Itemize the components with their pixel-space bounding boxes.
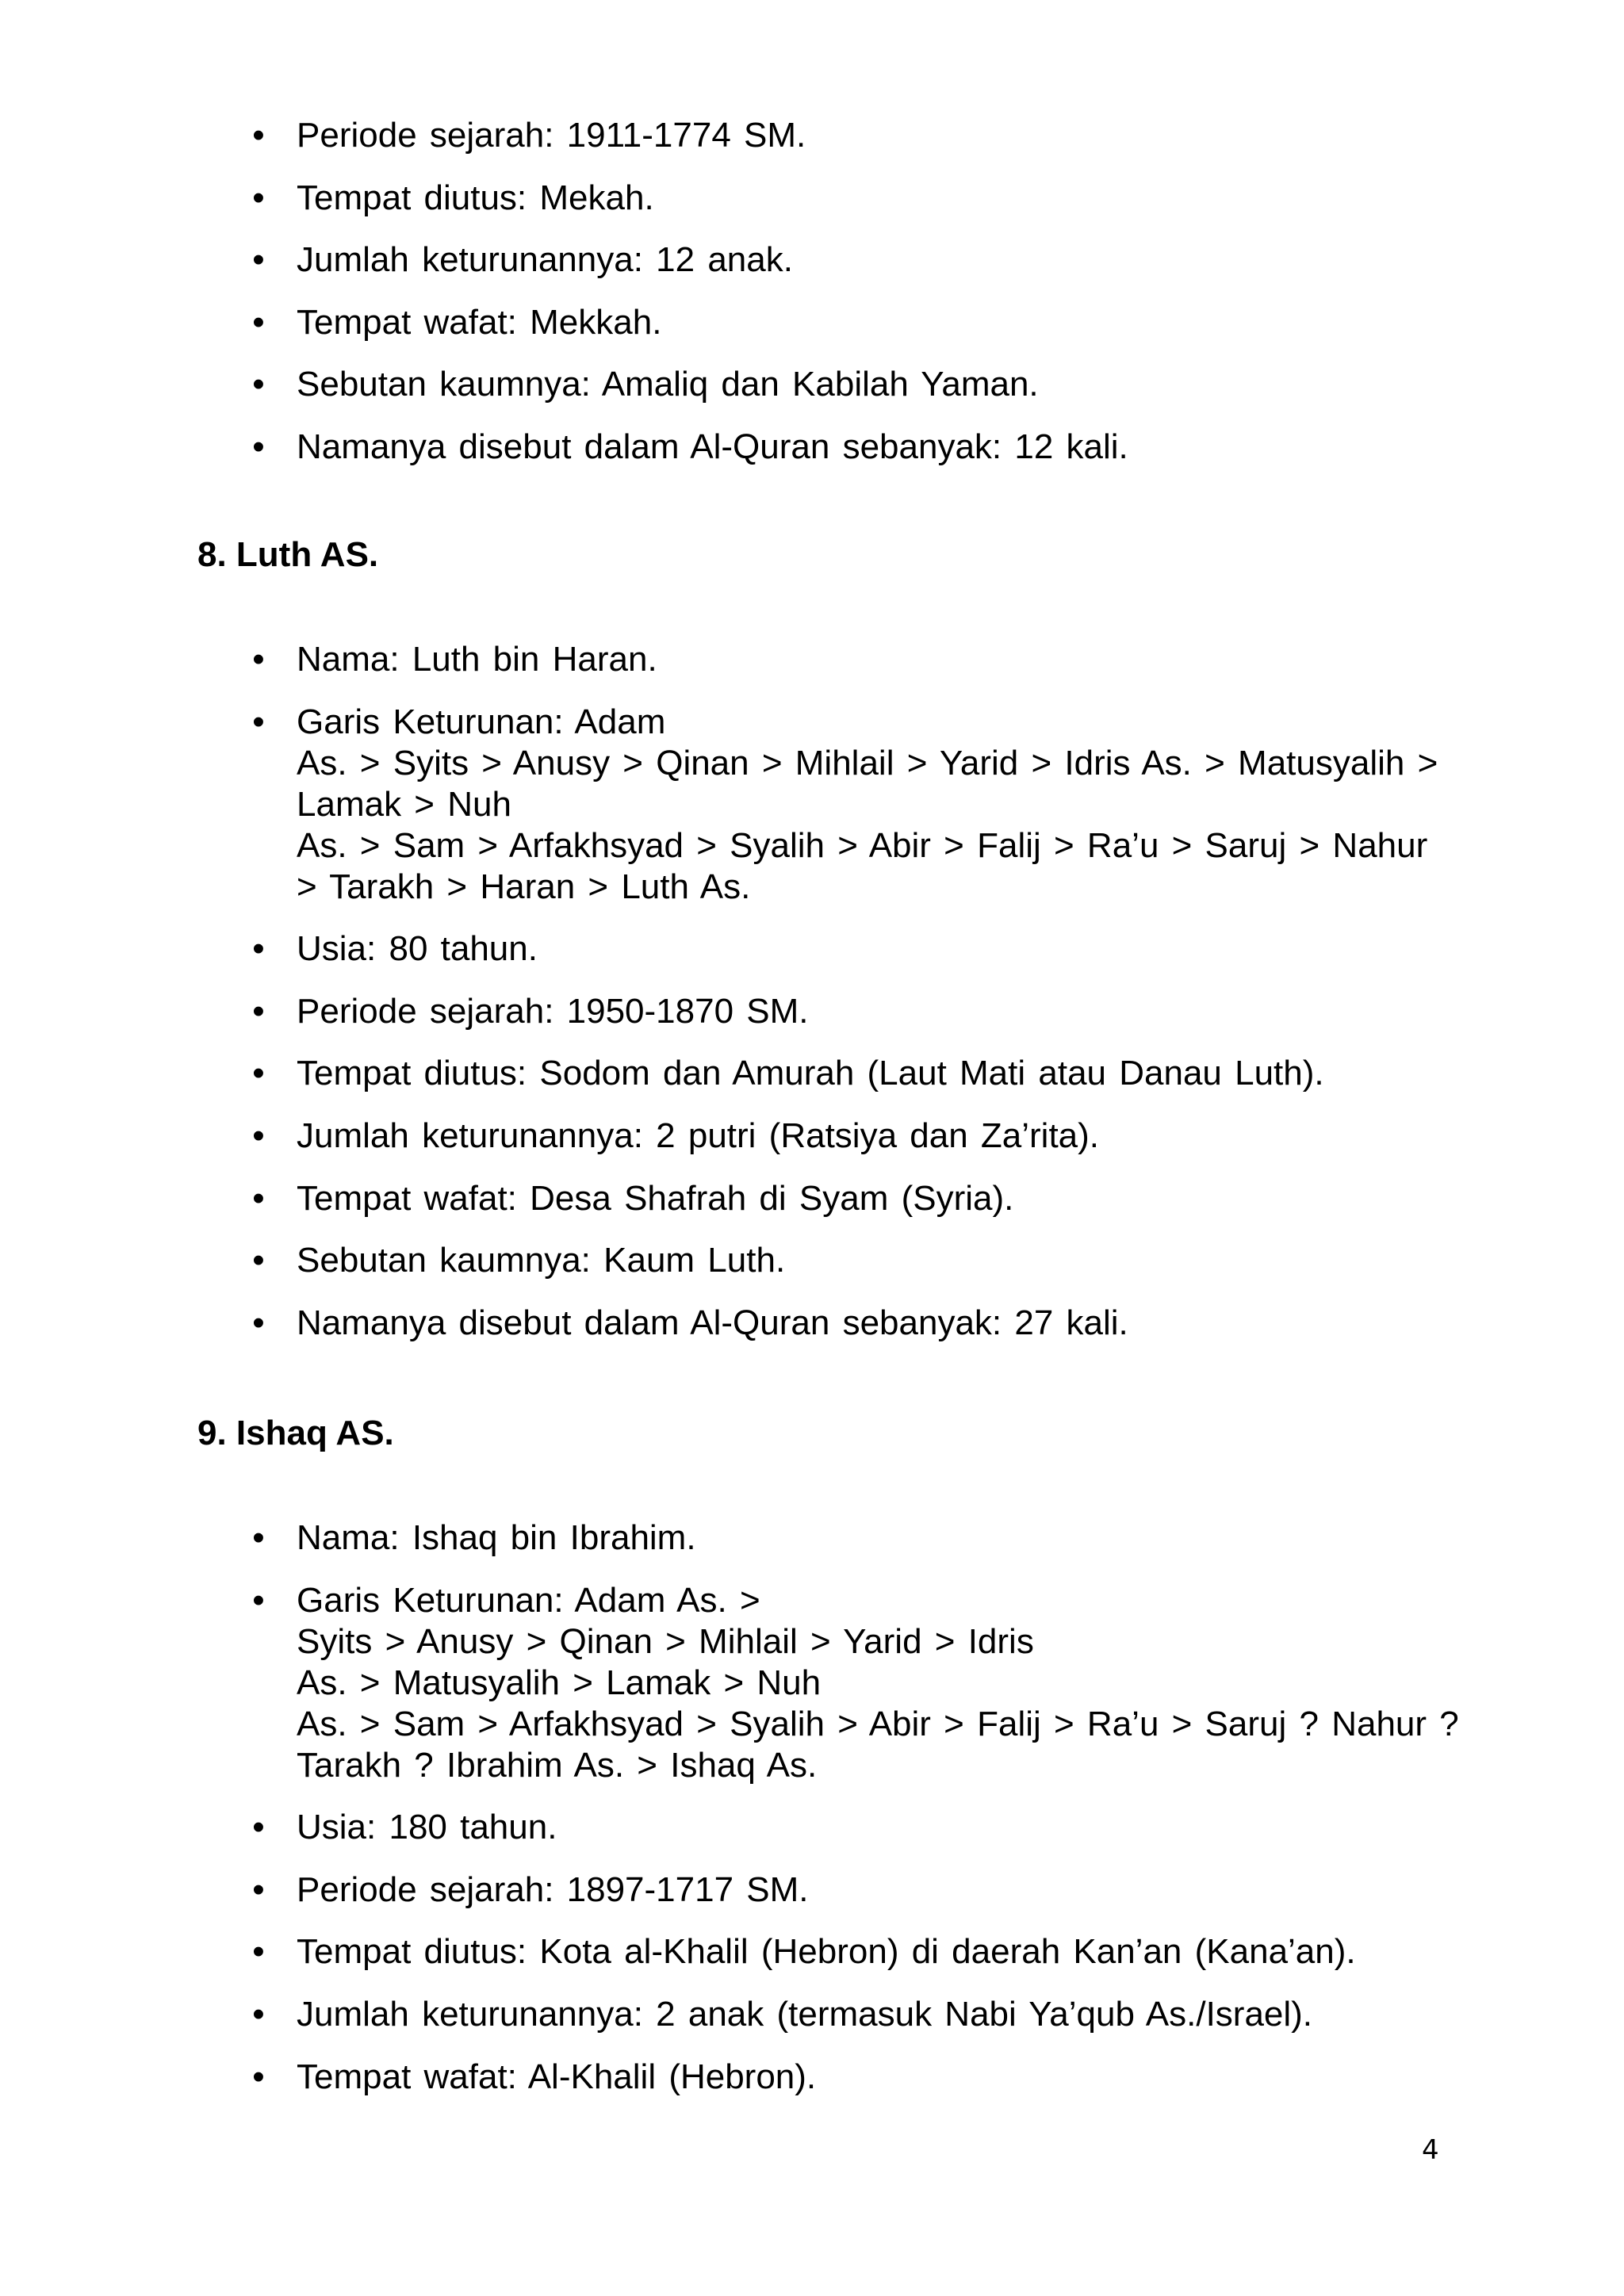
- bullet-dot-icon: •: [252, 702, 265, 741]
- bullet-dot-icon: •: [252, 302, 265, 342]
- bullet-dot-icon: •: [252, 991, 265, 1031]
- list-item: [0, 1517, 1454, 1559]
- list-item-text: Tempat diutus: Sodom dan Amurah (Laut Mati atau Danau Luth).: [297, 1054, 1324, 1093]
- bullet-dot-icon: •: [252, 1994, 265, 2034]
- bullet-dot-icon: •: [252, 1054, 265, 1093]
- list-item-text: Tempat wafat: Desa Shafrah di Syam (Syria).: [297, 1178, 1014, 1218]
- bullet-list: [0, 115, 1624, 468]
- list-item-text: Periode sejarah: 1911-1774 SM.: [297, 116, 806, 155]
- list-item-text: Periode sejarah: 1950-1870 SM.: [297, 991, 809, 1031]
- list-item-text: Jumlah keturunannya: 2 putri (Ratsiya dan Za’rita).: [297, 1115, 1100, 1155]
- list-item-text: Tempat wafat: Al-Khalil (Hebron).: [297, 2057, 817, 2096]
- list-item: [0, 1053, 1454, 1094]
- list-item-text: Jumlah keturunannya: 12 anak.: [297, 240, 793, 280]
- bullet-dot-icon: •: [252, 1580, 265, 1620]
- list-item: [0, 1994, 1454, 2035]
- section-top: [0, 115, 1624, 489]
- bullet-dot-icon: •: [252, 1932, 265, 1972]
- section-luth: [0, 639, 1624, 1364]
- list-item-text: As. > Syits > Anusy > Qinan > Mihlail > Yarid > Idris As. > Matusyalih >: [297, 743, 1438, 783]
- list-item-text: Periode sejarah: 1897-1717 SM.: [297, 1869, 809, 1909]
- list-item: [0, 302, 1454, 343]
- list-item-text: Nama: Ishaq bin Ibrahim.: [297, 1518, 696, 1557]
- bullet-dot-icon: •: [252, 365, 265, 404]
- list-item-text: Namanya disebut dalam Al-Quran sebanyak: 12 kali.: [297, 427, 1128, 466]
- bullet-dot-icon: •: [252, 178, 265, 217]
- bullet-dot-icon: •: [252, 1241, 265, 1280]
- list-item-text: Syits > Anusy > Qinan > Mihlail > Yarid > Idris: [297, 1621, 1034, 1661]
- list-item: [0, 1178, 1454, 1219]
- list-item-text: Tempat diutus: Kota al-Khalil (Hebron) di daerah Kan’an (Kana’an).: [297, 1932, 1356, 1972]
- list-item-text: Sebutan kaumnya: Kaum Luth.: [297, 1241, 786, 1280]
- list-item: [0, 239, 1454, 281]
- bullet-dot-icon: •: [252, 1303, 265, 1342]
- bullet-dot-icon: •: [252, 427, 265, 466]
- section-ishaq: [0, 1517, 1624, 2118]
- list-item: [0, 991, 1454, 1032]
- bullet-dot-icon: •: [252, 1808, 265, 1847]
- bullet-dot-icon: •: [252, 1178, 265, 1218]
- bullet-list: [0, 1517, 1624, 2098]
- list-item-text: Tempat diutus: Mekah.: [297, 178, 654, 217]
- list-item-text: > Tarakh > Haran > Luth As.: [297, 867, 751, 906]
- list-item: [0, 115, 1454, 156]
- list-item-text: As. > Sam > Arfakhsyad > Syalih > Abir > Falij > Ra’u > Saruj > Nahur: [297, 825, 1428, 865]
- list-item-text: Nama: Luth bin Haran.: [297, 640, 657, 679]
- list-item-text: Usia: 180 tahun.: [297, 1808, 557, 1847]
- list-item-text: Sebutan kaumnya: Amaliq dan Kabilah Yaman.: [297, 365, 1039, 404]
- bullet-dot-icon: •: [252, 240, 265, 280]
- list-item: [0, 1931, 1454, 1973]
- list-item-text: Namanya disebut dalam Al-Quran sebanyak: 27 kali.: [297, 1303, 1128, 1342]
- list-item: [0, 1580, 1459, 1786]
- list-item: [0, 1240, 1454, 1281]
- list-item: [0, 2057, 1454, 2098]
- list-item: [0, 639, 1454, 680]
- bullet-dot-icon: •: [252, 1869, 265, 1909]
- bullet-dot-icon: •: [252, 1115, 265, 1155]
- list-item-text: As. > Matusyalih > Lamak > Nuh: [297, 1663, 822, 1702]
- list-item-text: As. > Sam > Arfakhsyad > Syalih > Abir > Falij > Ra’u > Saruj ? Nahur ?: [297, 1704, 1459, 1743]
- list-item-text: Lamak > Nuh: [297, 784, 511, 824]
- list-item: [0, 1869, 1454, 1911]
- bullet-dot-icon: •: [252, 640, 265, 679]
- list-item: [0, 1807, 1454, 1848]
- list-item-text: Garis Keturunan: Adam: [297, 702, 666, 741]
- bullet-dot-icon: •: [252, 116, 265, 155]
- bullet-list: [0, 639, 1624, 1344]
- list-item: [0, 1115, 1454, 1157]
- list-item: [0, 702, 1454, 908]
- list-item-text: Usia: 80 tahun.: [297, 929, 538, 969]
- list-item-text: Jumlah keturunannya: 2 anak (termasuk Nabi Ya’qub As./Israel).: [297, 1994, 1313, 2034]
- list-item: [0, 1303, 1454, 1344]
- list-item: [0, 928, 1454, 970]
- list-item-text: Garis Keturunan: Adam As. >: [297, 1580, 760, 1620]
- list-item: [0, 178, 1454, 219]
- list-item-text: Tarakh ? Ibrahim As. > Ishaq As.: [297, 1745, 818, 1785]
- page-number: 4: [1422, 2134, 1439, 2166]
- bullet-dot-icon: •: [252, 2057, 265, 2096]
- section-heading-ishaq: 9. Ishaq AS.: [197, 1414, 394, 1452]
- list-item: [0, 427, 1454, 468]
- list-item-text: Tempat wafat: Mekkah.: [297, 302, 662, 342]
- list-item: [0, 364, 1454, 405]
- bullet-dot-icon: •: [252, 929, 265, 969]
- section-heading-luth: 8. Luth AS.: [197, 535, 379, 574]
- bullet-dot-icon: •: [252, 1518, 265, 1557]
